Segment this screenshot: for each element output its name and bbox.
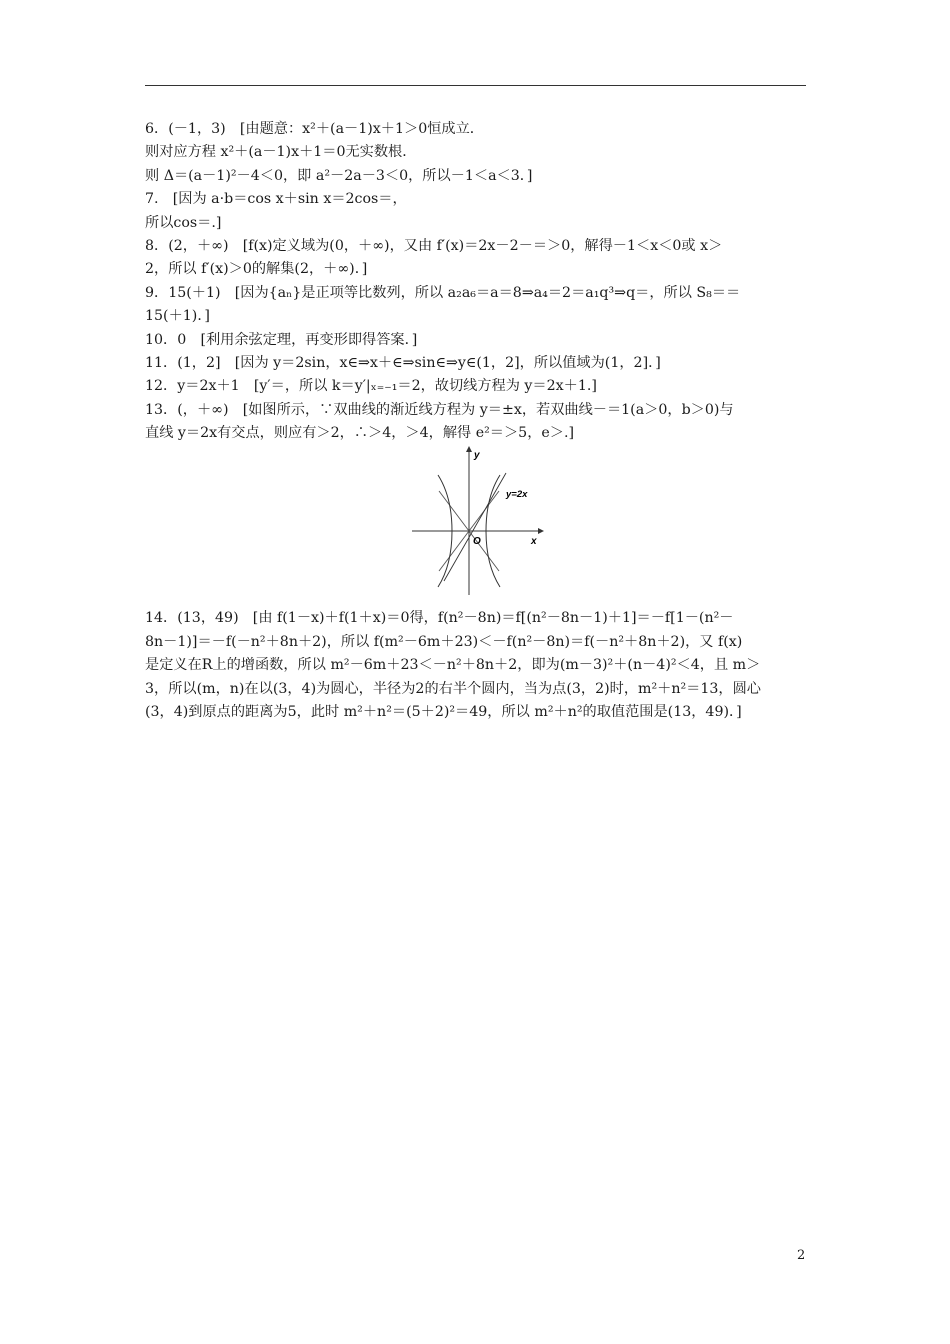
answer-line: 6．(－1，3) [由题意：x²＋(a－1)x＋1＞0恒成立． xyxy=(145,121,484,137)
hyperbola-diagram xyxy=(410,445,545,600)
origin-label: O xyxy=(473,536,481,548)
answer-line: 12．y＝2x＋1 [y′＝，所以 k＝y′|ₓ₌₋₁＝2，故切线方程为 y＝2x＋1.] xyxy=(145,378,597,395)
answer-line: (3，4)到原点的距离为5，此时 m²＋n²＝(5＋2)²＝49，所以 m²＋n²的取值范围是(13，49)．] xyxy=(145,704,742,721)
answer-line: 则 Δ＝(a－1)²－4＜0，即 a²－2a－3＜0，所以－1＜a＜3．] xyxy=(145,167,533,184)
header-rule xyxy=(145,85,806,86)
answer-line: 7. [因为 a·b＝cos x＋sin x＝2cos＝， xyxy=(145,191,407,208)
y-axis-label: y xyxy=(474,450,480,462)
answer-line: 8．(2，＋∞) [f(x)定义域为(0，＋∞)，又由 f′(x)＝2x－2－＝＞0，解得－1＜x＜0或 x＞ xyxy=(145,237,723,254)
line-label: y=2x xyxy=(506,489,528,501)
answer-line: 直线 y＝2x有交点，则应有＞2，∴＞4，＞4，解得 e²＝＞5，e＞.] xyxy=(145,425,575,442)
x-axis-arrow xyxy=(538,528,544,534)
answer-line: 9．15(＋1) [因为{aₙ}是正项等比数列，所以 a₂a₆＝a＝8⇒a₄＝2＝a₁q³⇒q＝，所以 S₈＝＝ xyxy=(145,284,741,301)
y-axis-arrow xyxy=(466,446,472,452)
answer-line: 是定义在R上的增函数，所以 m²－6m＋23＜－n²＋8n＋2，即为(m－3)²＋(n－4)²＜4，且 m＞ xyxy=(145,657,761,674)
answer-line: 14．(13，49) [由 f(1－x)＋f(1＋x)＝0得，f(n²－8n)＝f[(n²－8n－1)＋1]＝－f[1－(n²－ xyxy=(145,610,734,627)
answer-line: 10．0 [利用余弦定理，再变形即得答案．] xyxy=(145,331,418,348)
answer-line: 则对应方程 x²＋(a－1)x＋1＝0无实数根． xyxy=(145,144,417,161)
line-y-2x xyxy=(444,473,506,581)
answer-line: 11．(1，2] [因为 y＝2sin，x∈⇒x＋∈⇒sin∈⇒y∈(1，2]，所以值域为(1，2]．] xyxy=(145,354,661,371)
hyperbola-figure xyxy=(145,445,810,607)
answer-line: 所以cos＝.] xyxy=(145,214,222,231)
answer-line: 3，所以(m，n)在以(3，4)为圆心，半径为2的右半个圆内，当为点(3，2)时，m²＋n²＝13，圆心 xyxy=(145,680,761,697)
answer-line: 15(＋1)．] xyxy=(145,308,210,325)
answer-line: 8n－1)]＝－f(－n²＋8n＋2)，所以 f(m²－6m＋23)＜－f(n²－8n)＝f(－n²＋8n＋2)，又 f(x) xyxy=(145,633,743,650)
page-number: 2 xyxy=(797,1248,806,1263)
answer-line: 2，所以 f′(x)＞0的解集(2，＋∞)．] xyxy=(145,261,368,278)
answer-line: 13．(，＋∞) [如图所示，∵双曲线的渐近线方程为 y＝±x，若双曲线－＝1(a＞0，b＞0)与 xyxy=(145,401,734,418)
answer-content xyxy=(145,118,810,724)
x-axis-label: x xyxy=(531,536,537,548)
